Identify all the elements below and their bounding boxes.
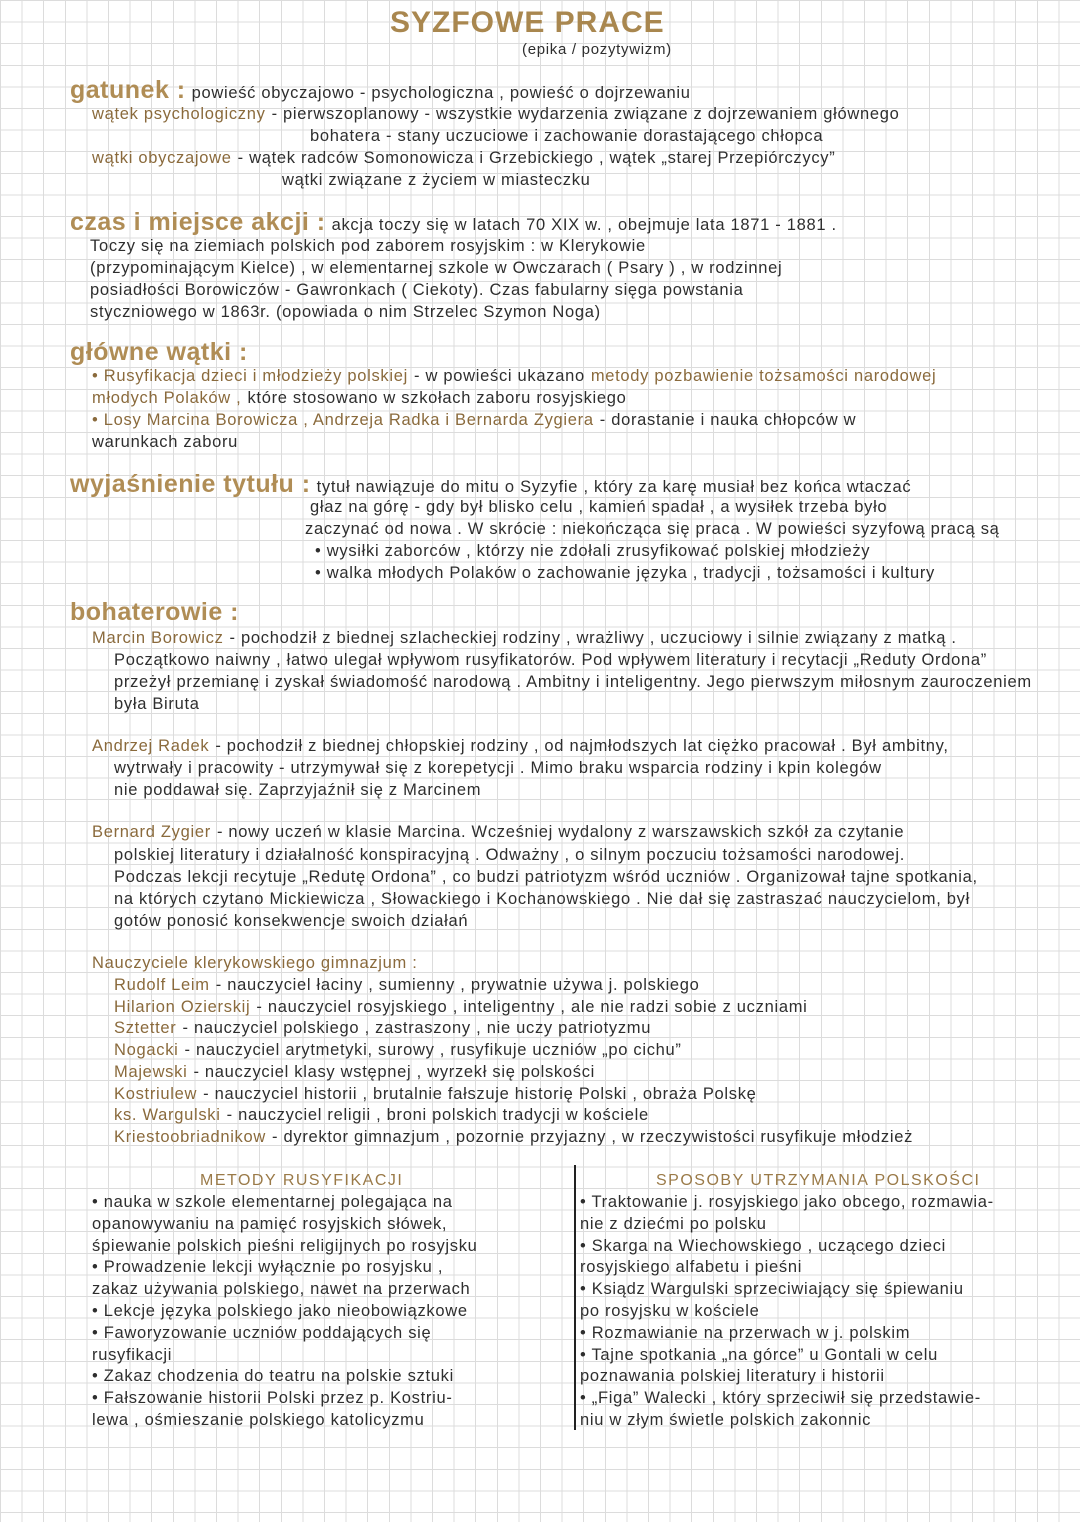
teacher-item-text: Sztetter [114,1019,177,1038]
teacher-item [114,1040,688,1060]
metody-item [92,1301,474,1321]
metody-item-text: zakaz używania polskiego, nawet na przerwach [92,1280,471,1299]
sposoby-item [580,1192,1000,1212]
metody-item [92,1279,476,1299]
page-title [390,6,671,40]
hero-line-text: była Biruta [114,695,200,713]
watki-line-text: metody pozbawienie tożsamości narodowej [590,367,937,385]
tytul-line-text: zaczynać od nowa . W skrócie : niekończąca się praca . W powieści syzyfową pracą są [305,520,1000,538]
watki-line-text: młodych Polaków , [92,389,242,407]
hero-line-text: Podczas lekcji recytuje „Redutę Ordona” , co budzi patriotyzm wśród uczniów . Organizował tajne spotkania, [114,868,978,886]
bohaterowie-heading-text: bohaterowie : [70,598,240,626]
obycz-line [92,148,841,168]
psych-line [92,104,906,124]
sposoby-item [580,1388,987,1408]
tytul-line-text: wyjaśnienie tytułu : [70,470,311,498]
hero-line-text: gotów ponosić konsekwencje swoich działań [114,912,469,930]
hero-line [114,694,206,714]
hero-line-text: wytrwały i pracowity - utrzymywał się z korepetycji . Mimo braku wsparcia rodziny i kpin kolegów [114,759,882,777]
sposoby-item-text: rosyjskiego alfabetu i pieśni [580,1258,803,1277]
hero-line-text: - nowy uczeń w klasie Marcina. Wcześniej wydalony z warszawskich szkół za czytanie [216,823,905,841]
hero-line [92,822,910,842]
teacher-item [114,1062,601,1082]
sposoby-item [580,1279,970,1299]
metody-item-text: śpiewanie polskich pieśni religijnych po rosyjsku [92,1236,478,1255]
czas-line [90,236,652,256]
metody-item [92,1236,484,1256]
sposoby-item-text: • „Figa” Walecki , który sprzeciwił się przedstawie- [580,1389,981,1408]
watki-line-text: - w powieści ukazano [414,367,585,385]
page-title-text: SYZFOWE PRACE [390,6,665,39]
hero-line [92,736,955,756]
hero-line-text: przeżył przemianę i zyskał świadomość narodową . Ambitny i inteligentny. Jego pierwszym miłosnym zauroczeniem [114,673,1032,691]
sposoby-item [580,1345,944,1365]
obycz-line-text: wątki obyczajowe [92,149,232,167]
sposoby-item-text: • Skarga na Wiechowskiego , uczącego dzieci [580,1236,947,1255]
metody-item-text: • Prowadzenie lekcji wyłącznie po rosyjsku , [92,1258,444,1277]
psych-line-text: wątek psychologiczny [92,105,266,123]
teachers-heading-text: Nauczyciele klerykowskiego gimnazjum : [92,954,418,972]
tytul-line-text: • wysiłki zaborców , którzy nie zdołali zrusyfikować polskiej młodzieży [315,542,871,560]
teacher-item-text: Kostriulew [114,1084,198,1103]
tytul-line [310,497,893,517]
teacher-item [114,1127,919,1147]
hero-line [114,889,976,909]
sposoby-item-text: • Rozmawianie na przerwach w j. polskim [580,1323,911,1342]
bohaterowie-heading [70,598,245,626]
metody-item [92,1410,430,1430]
psych-line-text: bohatera - stany uczuciowe i zachowanie dorastającego chłopca [310,127,824,145]
teacher-item [114,997,814,1017]
metody-item-text: • nauka w szkole elementarnej polegająca na [92,1193,453,1211]
metody-heading-text: METODY RUSYFIKACJI [200,1172,404,1189]
czas-line-text: akcja toczy się w latach 70 XIX w. , obejmuje lata 1871 - 1881 . [331,216,837,234]
sposoby-item [580,1366,891,1386]
hero-line [114,845,911,865]
czas-line-text: (przypominającym Kielce) , w elementarnej szkole w Owczarach ( Psary ) , w rodzinnej [90,259,783,277]
hero-line-text: na których czytano Mickiewicza , Słowackiego i Kochanowskiego . Nie dał się zastraszać nauczycielom, był [114,890,970,908]
watki-line [92,366,942,386]
tytul-line-text: tytuł nawiązuje do mitu o Syzyfie , który za karę musiał bez końca wtaczać [316,478,912,496]
watki-line [92,432,244,452]
tytul-line [70,470,917,498]
metody-heading [200,1170,409,1191]
metody-item [92,1214,453,1234]
teacher-item-text: Hilarion Ozierskij [114,997,251,1016]
hero-line-text: Początkowo naiwny , łatwo ulegał wpływom rusyfikatorów. Pod wpływem literatury i recytacji „Reduty Ordona” [114,651,987,669]
tytul-line [305,519,1006,539]
page-subtitle [522,40,678,60]
metody-item [92,1323,437,1343]
obycz-line-text: - wątek radców Somonowicza i Grzebickiego , wątek „starej Przepiórczycy” [237,149,836,167]
sposoby-item [580,1323,916,1343]
sposoby-item-text: nie z dziećmi po polsku [580,1214,767,1233]
watki-line-text: - dorastanie i nauka chłopców w [599,411,857,429]
sposoby-item [580,1214,773,1234]
sposoby-item-text: • Ksiądz Wargulski sprzeciwiający się śpiewaniu [580,1280,964,1299]
metody-item [92,1192,459,1212]
sposoby-item-text: • Tajne spotkania „na górce” u Gontali w celu [580,1345,938,1364]
teacher-item-text: - nauczyciel rosyjskiego , inteligentny , ale nie radzi sobie z uczniami [256,997,808,1016]
metody-item-text: • Zakaz chodzenia do teatru na polskie sztuki [92,1367,454,1386]
tytul-line-text: • walka młodych Polaków o zachowanie języka , tradycji , tożsamości i kultury [315,564,935,582]
metody-item [92,1257,449,1277]
metody-item [92,1388,459,1408]
watki-line-text: • Losy Marcina Borowicza , Andrzeja Radka i Bernarda Zygiera [92,411,594,429]
teacher-item-text: - nauczyciel łaciny , sumienny , prywatnie używa j. polskiego [215,976,700,994]
sposoby-item-text: • Traktowanie j. rosyjskiego jako obcego, rozmawia- [580,1193,994,1211]
hero-line-text: - pochodził z biednej szlacheckiej rodziny , wrażliwy , uczuciowy i silnie związany z matką . [229,629,957,647]
sposoby-item-text: niu w złym świetle polskich zakonnic [580,1411,872,1429]
sposoby-item [580,1257,808,1277]
teacher-item-text: Kriestoobriadnikow [114,1127,267,1146]
teacher-item [114,1018,657,1038]
watki-heading [70,338,254,366]
hero-line [114,780,487,800]
hero-line [114,911,474,931]
czas-line-text: styczniowego w 1863r. (opowiada o nim Strzelec Szymon Noga) [90,303,601,321]
hero-line [114,867,984,887]
czas-line-text: czas i miejsce akcji : [70,208,326,236]
sposoby-heading [656,1170,986,1191]
hero-line-text: nie poddawał się. Zaprzyjaźnił się z Marcinem [114,781,482,799]
psych-line [310,126,829,146]
teacher-item [114,1105,655,1125]
czas-line-text: Toczy się na ziemiach polskich pod zaborem rosyjskim : w Klerykowie [90,237,646,255]
sposoby-item [580,1410,877,1430]
sposoby-item-text: po rosyjsku w kościele [580,1302,760,1320]
czas-line [90,302,607,322]
teacher-item-text: - dyrektor gimnazjum , pozornie przyjazny , w rzeczywistości rusyfikuje młodzież [272,1127,914,1146]
teacher-item-text: Rudolf Leim [114,976,210,994]
hero-line [92,628,963,648]
sposoby-item-text: poznawania polskiej literatury i historii [580,1367,885,1386]
hero-line-text: Bernard Zygier [92,823,211,841]
watki-line [92,388,633,408]
sposoby-item [580,1301,766,1321]
hero-line-text: Marcin Borowicz [92,629,224,647]
czas-line [70,208,843,236]
gatunek-line-text: gatunek : [70,76,186,104]
teacher-item-text: Nogacki [114,1041,179,1060]
teacher-item [114,1084,763,1104]
metody-item-text: • Fałszowanie historii Polski przez p. Kostriu- [92,1389,453,1408]
tytul-line-text: głaz na górę - gdy był blisko celu , kamień spadał , a wysiłek trzeba było [310,498,888,516]
hero-line-text: - pochodził z biednej chłopskiej rodziny , od najmłodszych lat ciężko pracował . Był ambitny, [215,737,949,755]
metody-item [92,1345,178,1365]
teacher-item-text: - nauczyciel historii , brutalnie fałszuje historię Polski , obraża Polskę [203,1084,757,1103]
gatunek-line-text: powieść obyczajowo - psychologiczna , powieść o dojrzewaniu [191,84,691,102]
metody-item-text: opanowywaniu na pamięć rosyjskich słówek, [92,1214,448,1233]
hero-line-text: polskiej literatury i działalność konspiracyjną . Odważny , o silnym poczuciu tożsamości narodowej. [114,846,906,864]
metody-item [92,1366,460,1386]
tytul-line [315,563,941,583]
teacher-item-text: - nauczyciel polskiego , zastraszony , nie uczy patriotyzmu [182,1019,652,1038]
metody-item-text: • Lekcje języka polskiego jako nieobowiązkowe [92,1302,468,1320]
watki-heading-text: główne wątki : [70,338,248,366]
teacher-item-text: - nauczyciel klasy wstępnej , wyrzekł się polskości [193,1062,596,1081]
teacher-item [114,975,706,995]
hero-line [114,672,1038,692]
obycz-line-text: wątki związane z życiem w miasteczku [282,171,591,189]
gatunek-line [70,76,697,104]
teachers-heading [92,953,424,973]
czas-line-text: posiadłości Borowiczów - Gawronkach ( Ciekoty). Czas fabularny sięga powstania [90,281,744,299]
teacher-item-text: ks. Wargulski [114,1106,221,1125]
hero-line [114,650,993,670]
metody-item-text: • Faworyzowanie uczniów poddających się [92,1323,432,1342]
column-divider [574,1165,576,1430]
hero-line [114,758,888,778]
watki-line-text: • Rusyfikacja dzieci i młodzieży polskiej [92,367,408,385]
teacher-item-text: Majewski [114,1062,188,1081]
sposoby-item [580,1236,952,1256]
obycz-line [282,170,597,190]
czas-line [90,280,749,300]
metody-item-text: lewa , ośmieszanie polskiego katolicyzmu [92,1411,425,1429]
tytul-line [315,541,876,561]
teacher-item-text: - nauczyciel religii , broni polskich tradycji w kościele [226,1106,649,1125]
psych-line-text: - pierwszoplanowy - wszystkie wydarzenia związane z dojrzewaniem głównego [271,105,900,123]
czas-line [90,258,788,278]
watki-line-text: które stosowano w szkołach zaboru rosyjskiego [247,389,627,407]
metody-item-text: rusyfikacji [92,1345,173,1364]
page-subtitle-text: (epika / pozytywizm) [522,41,672,58]
sposoby-heading-text: SPOSOBY UTRZYMANIA POLSKOŚCI [656,1172,981,1189]
watki-line [92,410,862,430]
watki-line-text: warunkach zaboru [92,433,239,451]
teacher-item-text: - nauczyciel arytmetyki, surowy , rusyfikuje uczniów „po cichu” [184,1041,682,1060]
hero-line-text: Andrzej Radek [92,737,210,755]
